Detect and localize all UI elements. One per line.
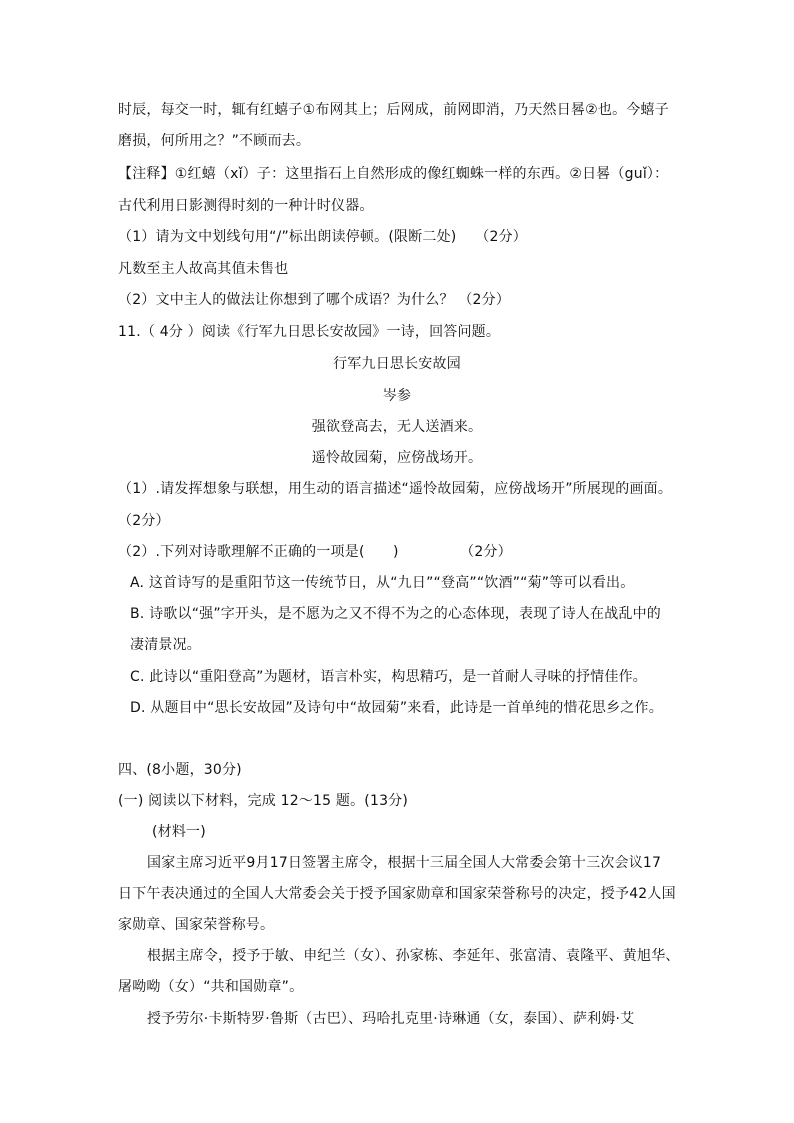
option-b: B. 诗歌以“强”字开头，是不愿为之又不得不为之的心态体现，表现了诗人在战乱中的 [130, 606, 662, 622]
underlined-sentence: 凡数至主人故高其值未售也 [118, 261, 289, 277]
option-d: D. 从题目中“思长安故园”及诗句中“故园菊”来看，此诗是一首单纯的惜花思乡之作。 [130, 700, 663, 716]
poem-author: 岑参 [382, 388, 412, 404]
question-11-sub2: （2）.下列对诗歌理解不正确的一项是( ) （2分） [118, 544, 512, 560]
poem-verse: 遥怜故园菊，应傍战场开。 [311, 450, 483, 466]
material-paragraph: 根据主席令，授予于敏、申纪兰（女）、孙家栋、李延年、张富清、袁隆平、黄旭华、 [147, 948, 680, 964]
annotation-line: 古代利用日影测得时刻的一种计时仪器。 [118, 198, 374, 214]
option-b-continued: 凄清景况。 [130, 637, 201, 653]
material-paragraph: 家勋章、国家荣誉称号。 [118, 917, 275, 933]
material-paragraph: 屠呦呦（女）“共和国勋章”。 [118, 979, 304, 995]
section-4-header: 四、(8小题，30分) [118, 762, 242, 778]
poem-title: 行军九日思长安故园 [333, 356, 461, 372]
material-1-label: (材料一) [152, 824, 206, 840]
poem-verse: 强欲登高去，无人送酒来。 [311, 419, 483, 435]
material-paragraph: 日下午表决通过的全国人大常委会关于授予国家勋章和国家荣誉称号的决定，授予42人国 [118, 886, 676, 902]
passage-line: 磨损，何所用之？”不顾而去。 [118, 133, 311, 149]
section-4-part1: (一) 阅读以下材料，完成 12～15 题。(13分) [118, 793, 409, 809]
material-paragraph: 国家主席习近平9月17日签署主席令，根据十三届全国人大常委会第十三次会议17 [147, 855, 662, 871]
annotation-line: 【注释】①红蟢（xǐ）子：这里指石上自然形成的像红蜘蛛一样的东西。②日晷（guǐ）： [118, 166, 669, 182]
passage-line: 时辰，每交一时，辄有红蟢子①布网其上；后网成，前网即消，乃天然日晷②也。今蟢子 [118, 102, 669, 118]
question-11-header: 11.（ 4分 ）阅读《行军九日思长安故园》一诗，回答问题。 [118, 324, 501, 340]
question-10-sub1: （1）请为文中划线句用“/”标出朗读停顿。(限断二处) （2分） [118, 229, 528, 245]
question-11-sub1: （1）.请发挥想象与联想，用生动的语言描述“遥怜故园菊，应傍战场开”所展现的画面。 [118, 481, 673, 497]
material-paragraph: 授予劳尔·卡斯特罗·鲁斯（古巴）、玛哈扎克里·诗琳通（女，泰国）、萨利姆·艾 [147, 1011, 635, 1027]
option-a: A. 这首诗写的是重阳节这一传统节日，从“九日”“登高”“饮酒”“菊”等可以看出。 [130, 575, 635, 591]
question-11-sub1-score: （2分） [118, 513, 170, 529]
question-10-sub2: （2）文中主人的做法让你想到了哪个成语？为什么？ （2分） [118, 292, 511, 308]
option-c: C. 此诗以“重阳登高”为题材，语言朴实，构思精巧，是一首耐人寻味的抒情佳作。 [130, 669, 647, 685]
